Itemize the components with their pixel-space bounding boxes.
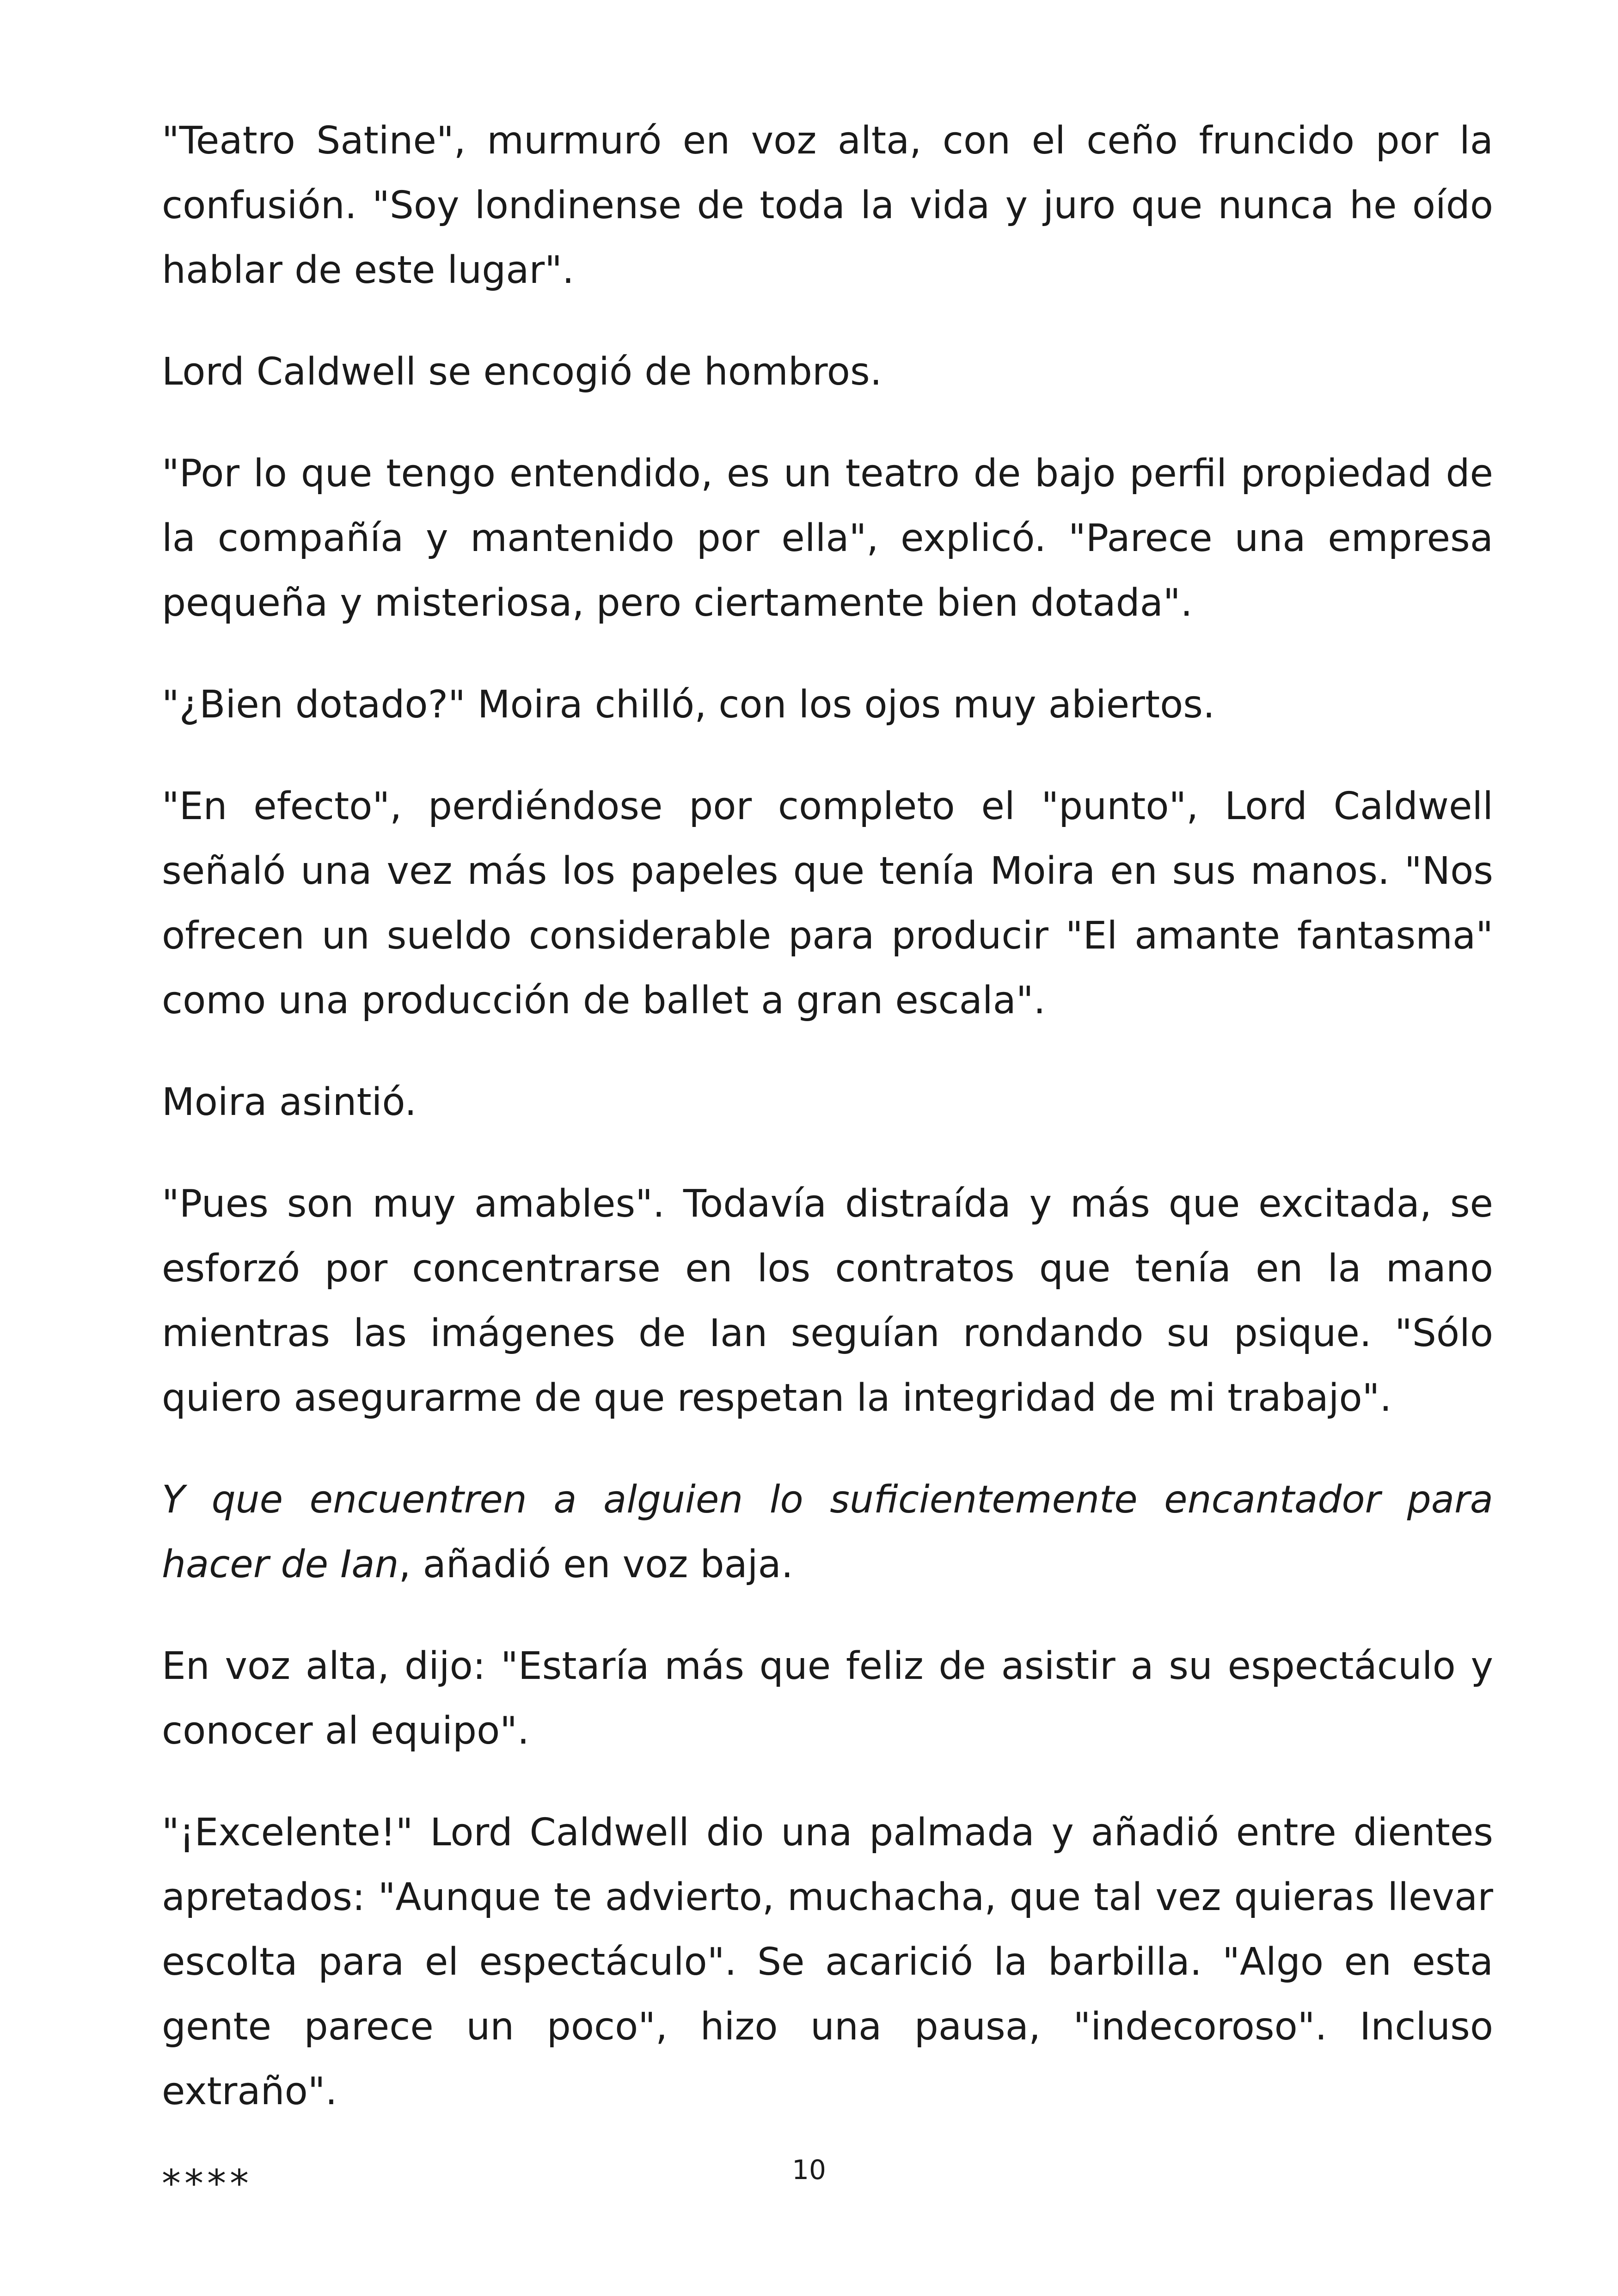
paragraph: Lord Caldwell se encogió de hombros. <box>162 350 882 394</box>
paragraph: "Teatro Satine", murmuró en voz alta, con el ceño fruncido por la confusión. "Soy londinense de toda la vida y juro que nunca he oído hablar de este lugar". <box>162 119 1493 292</box>
italic-thought: Y que encuentren a alguien lo suficientemente encantador para hacer de Ian <box>162 1478 1493 1586</box>
paragraph: "Pues son muy amables". Todavía distraída y más que excitada, se esforzó por concentrarse en los contratos que tenía en la mano mientras las imágenes de Ian seguían rondando su psique. "Sólo quiero asegurarme de que respetan la integridad de mi trabajo". <box>162 1182 1493 1420</box>
paragraph: En voz alta, dijo: "Estaría más que feliz de asistir a su espectáculo y conocer al equipo". <box>162 1644 1493 1753</box>
paragraph: "Por lo que tengo entendido, es un teatro de bajo perfil propiedad de la compañía y mantenido por ella", explicó. "Parece una empresa pequeña y misteriosa, pero ciertamente bien dotada". <box>162 452 1493 625</box>
italic-paragraph <box>162 1468 1493 1597</box>
paragraph: Moira asintió. <box>162 1080 417 1124</box>
scene-separator: **** <box>162 2162 252 2206</box>
paragraph: "¡Excelente!" Lord Caldwell dio una palmada y añadió entre dientes apretados: "Aunque te advierto, muchacha, que tal vez quieras llevar escolta para el espectáculo". Se acarició la barbilla. "Algo en esta gente parece un poco", hizo una pausa, "indecoroso". Incluso extraño". <box>162 1811 1493 2113</box>
paragraph: "En efecto", perdiéndose por completo el "punto", Lord Caldwell señaló una vez más los papeles que tenía Moira en sus manos. "Nos ofrecen un sueldo considerable para producir "El amante fantasma" como una producción de ballet a gran escala". <box>162 784 1493 1022</box>
paragraph-continuation: , añadió en voz baja. <box>398 1543 793 1586</box>
page-body <box>162 109 1493 2216</box>
paragraph: "¿Bien dotado?" Moira chilló, con los ojos muy abiertos. <box>162 683 1215 727</box>
page-number: 10 <box>792 2154 826 2186</box>
